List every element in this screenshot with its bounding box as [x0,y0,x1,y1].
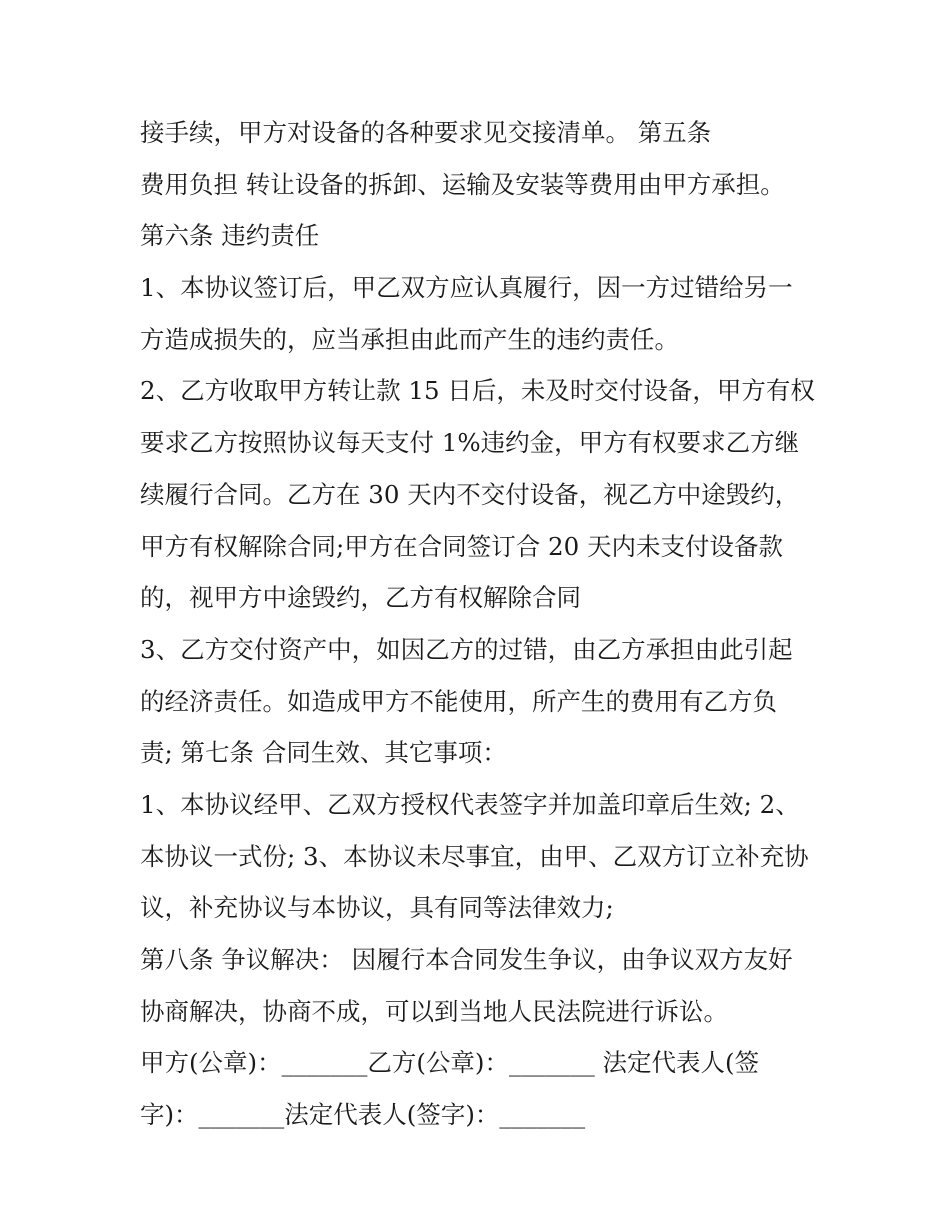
text-line: 的，视甲方中途毁约，乙方有权解除合同 [140,583,581,613]
text-line: 的经济责任。如造成甲方不能使用，所产生的费用有乙方负 [140,686,777,716]
text-line: 1、本协议经甲、乙双方授权代表签字并加盖印章后生效; 2、 [140,789,800,819]
document-body [140,107,830,1141]
text-line: 费用负担 转让设备的拆卸、运输及安装等费用由甲方承担。 [140,169,785,199]
text-line: 第六条 违约责任 [140,221,320,251]
text-line: 协商解决，协商不成，可以到当地人民法院进行诉讼。 [140,996,728,1026]
text-line: 责; 第七条 合同生效、其它事项： [140,738,507,768]
text-line: 2、乙方收取甲方转让款 15 日后，未及时交付设备，甲方有权 [140,376,815,406]
text-line: 议，补充协议与本协议，具有同等法律效力; [140,893,614,923]
text-line: 第八条 争议解决： 因履行本合同发生争议，由争议双方友好 [140,945,793,974]
text-line: 接手续，甲方对设备的各种要求见交接清单。 第五条 [140,118,712,147]
text-line: 续履行合同。乙方在 30 天内不交付设备，视乙方中途毁约， [140,479,800,509]
text-line: 本协议一式份; 3、本协议未尽事宜，由甲、乙双方订立补充协 [140,841,809,871]
text-line: 甲方有权解除合同;甲方在合同签订合 20 天内未支付设备款 [140,531,784,561]
text-line: 1、本协议签订后，甲乙双方应认真履行，因一方过错给另一 [140,273,793,303]
text-line: 方造成损失的，应当承担由此而产生的违约责任。 [140,324,679,354]
signature-line: 甲方(公章)：_______乙方(公章)：_______ 法定代表人(签 [140,1048,760,1078]
text-line: 要求乙方按照协议每天支付 1%违约金，甲方有权要求乙方继 [140,428,800,458]
signature-line: 字)：_______法定代表人(签字)：_______ [140,1100,586,1130]
text-line: 3、乙方交付资产中，如因乙方的过错，由乙方承担由此引起 [140,634,793,664]
